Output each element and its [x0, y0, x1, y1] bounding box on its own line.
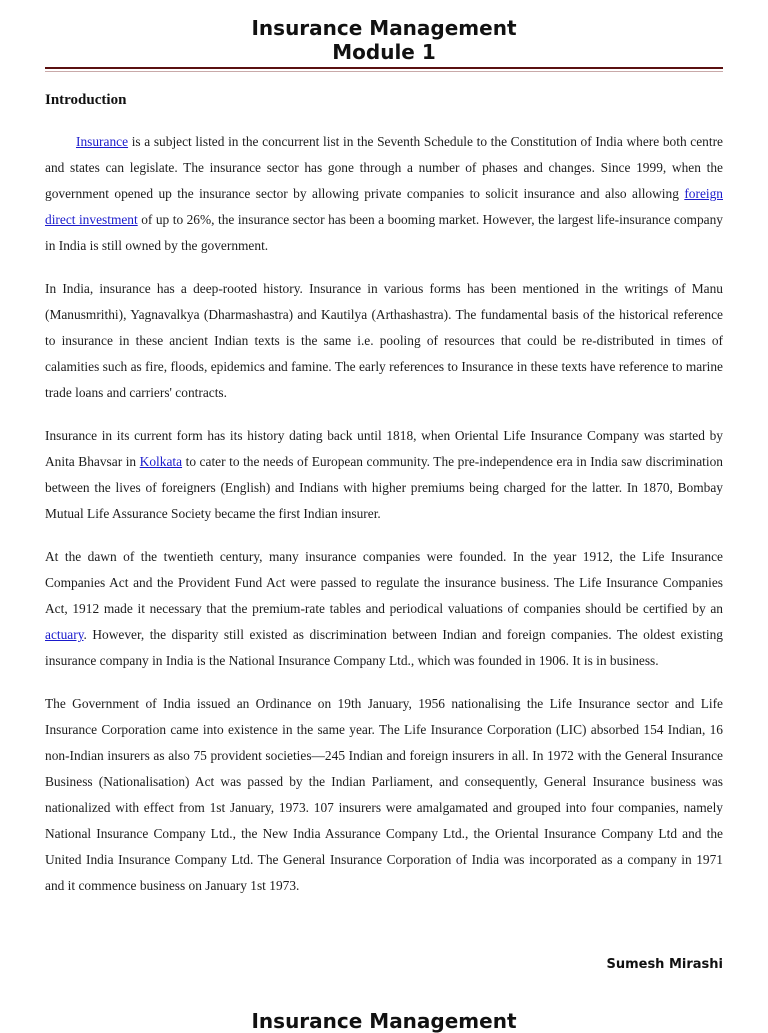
- document-body: [45, 89, 723, 916]
- module-title: Module 1: [332, 40, 436, 64]
- next-page-title: Insurance Management: [251, 1009, 517, 1033]
- link-foreign-direct-investment[interactable]: foreign direct investment: [45, 186, 723, 227]
- paragraph-2: In India, insurance has a deep-rooted history. Insurance in various forms has been mentioned in the writings of Manu (Manusmrithi), Yagnavalkya (Dharmashastra) and Kautilya (Arthashastra). The fundamental basis of the historical reference to insurance in these ancient Indian texts is the same i.e. pooling of resources that could be re-distributed in times of calamities such as fire, floods, epidemics and famine. The early references to Insurance in these texts have reference to marine trade loans and carriers' contracts.: [45, 281, 723, 400]
- paragraph-3-text-b: to cater to the needs of European community. The pre-independence era in India saw discrimination between the lives of foreigners (English) and Indians with higher premiums being charged for the latter. In 1870, Bombay Mutual Life Assurance Society became the first Indian insurer.: [45, 454, 723, 521]
- paragraph-3-text-a: Insurance in its current form has its history dating back until 1818, when Oriental Life Insurance Company was started by Anita Bhavsar in: [45, 428, 723, 469]
- paragraph-1: [45, 129, 723, 259]
- author-signature: Sumesh Mirashi: [606, 957, 723, 972]
- link-actuary[interactable]: actuary: [45, 627, 84, 642]
- paragraph-5: The Government of India issued an Ordinance on 19th January, 1956 nationalising the Life Insurance sector and Life Insurance Corporation came into existence in the same year. The Life Insurance Corporation (LIC) absorbed 154 Indian, 16 non-Indian insurers as also 75 provident societies—245 Indian and foreign insurers in all. In 1972 with the General Insurance Business (Nationalisation) Act was passed by the Indian Parliament, and consequently, General Insurance business was nationalized with effect from 1st January, 1973. 107 insurers were amalgamated and grouped into four companies, namely National Insurance Company Ltd., the New India Assurance Company Ltd., the Oriental Insurance Company Ltd and the United India Insurance Company Ltd. The General Insurance Corporation of India was incorporated as a company in 1971 and it commence business on January 1st 1973.: [45, 696, 723, 893]
- paragraph-3: [45, 423, 723, 527]
- paragraph-4-text-b: . However, the disparity still existed as discrimination between Indian and foreign companies. The oldest existing insurance company in India is the National Insurance Company Ltd., which was founded in 1906. It is in business.: [45, 627, 723, 668]
- header-rule: [45, 67, 723, 69]
- link-insurance[interactable]: Insurance: [76, 134, 129, 149]
- header-rule-thin: [45, 71, 723, 72]
- paragraph-1-text-a: is a subject listed in the concurrent list in the Seventh Schedule to the Constitution of India where both centre and states can legislate. The insurance sector has gone through a number of phases and changes. Since 1999, when the government opened up the insurance sector by allowing private companies to solicit insurance and also allowing: [45, 134, 723, 201]
- document-title: Insurance Management: [251, 16, 517, 40]
- section-heading: Introduction: [45, 92, 127, 108]
- document-header: [0, 16, 768, 64]
- paragraph-4-text-a: At the dawn of the twentieth century, many insurance companies were founded. In the year 1912, the Life Insurance Companies Act and the Provident Fund Act were passed to regulate the insurance business. The Life Insurance Companies Act, 1912 made it necessary that the premium-rate tables and periodical valuations of companies should be certified by an: [45, 549, 723, 616]
- paragraph-1-text-b: of up to 26%, the insurance sector has been a booming market. However, the largest life-insurance company in India is still owned by the government.: [45, 212, 723, 253]
- link-kolkata[interactable]: Kolkata: [139, 454, 183, 469]
- paragraph-4: [45, 544, 723, 674]
